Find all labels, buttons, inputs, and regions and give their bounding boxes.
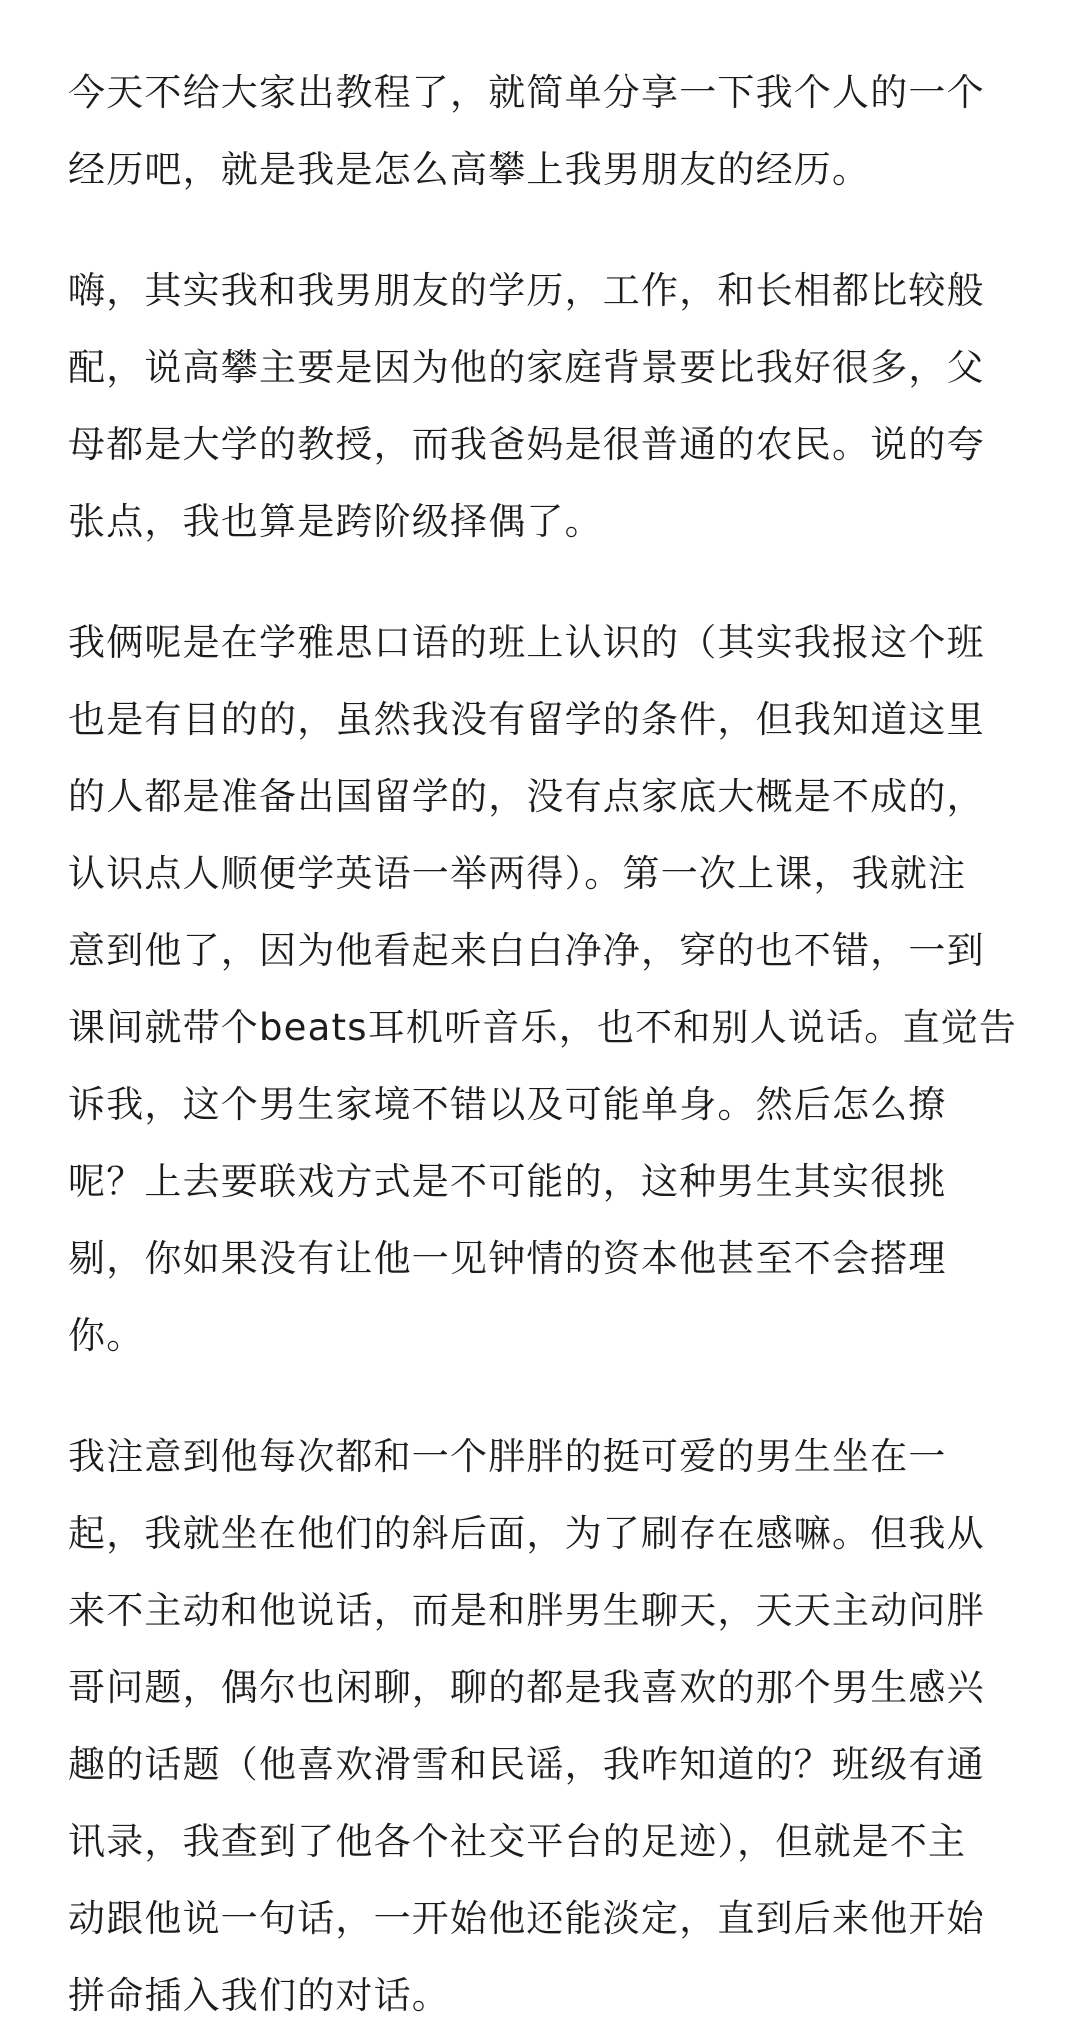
- paragraph-gap: [68, 560, 1040, 604]
- text-line: 我俩呢是在学雅思口语的班上认识的（其实我报这个班: [68, 621, 985, 664]
- paragraph-3: [68, 604, 1040, 1374]
- text-line: 动跟他说一句话，一开始他还能淡定，直到后来他开始: [68, 1897, 985, 1940]
- text-line: 配，说高攀主要是因为他的家庭背景要比我好很多，父: [68, 346, 985, 389]
- paragraph-gap: [68, 208, 1040, 252]
- text-line: 我注意到他每次都和一个胖胖的挺可爱的男生坐在一: [68, 1435, 947, 1478]
- text-line: 诉我，这个男生家境不错以及可能单身。然后怎么撩: [68, 1083, 947, 1126]
- text-line: 的人都是准备出国留学的，没有点家底大概是不成的，: [68, 775, 985, 818]
- paragraph-4: [68, 1418, 1040, 2034]
- text-line: 趣的话题（他喜欢滑雪和民谣，我咋知道的？班级有通: [68, 1743, 985, 1786]
- paragraph-2: [68, 252, 1040, 560]
- text-line: 嗨，其实我和我男朋友的学历，工作，和长相都比较般: [68, 269, 985, 312]
- text-line: 课间就带个beats耳机听音乐，也不和别人说话。直觉告: [68, 1006, 1018, 1049]
- text-line: 也是有目的的，虽然我没有留学的条件，但我知道这里: [68, 698, 985, 741]
- text-line: 张点，我也算是跨阶级择偶了。: [68, 500, 603, 543]
- text-line: 母都是大学的教授，而我爸妈是很普通的农民。说的夸: [68, 423, 985, 466]
- text-line: 拼命插入我们的对话。: [68, 1974, 450, 2017]
- paragraph-1: [68, 54, 1040, 208]
- text-line: 呢？上去要联戏方式是不可能的，这种男生其实很挑: [68, 1160, 947, 1203]
- text-line: 意到他了，因为他看起来白白净净，穿的也不错，一到: [68, 929, 985, 972]
- text-line: 经历吧，就是我是怎么高攀上我男朋友的经历。: [68, 148, 871, 191]
- text-line: 哥问题，偶尔也闲聊，聊的都是我喜欢的那个男生感兴: [68, 1666, 985, 1709]
- text-line: 起，我就坐在他们的斜后面，为了刷存在感嘛。但我从: [68, 1512, 985, 1555]
- text-line: 讯录，我查到了他各个社交平台的足迹），但就是不主: [68, 1820, 967, 1863]
- text-line: 来不主动和他说话，而是和胖男生聊天，天天主动问胖: [68, 1589, 985, 1632]
- text-line: 今天不给大家出教程了，就简单分享一下我个人的一个: [68, 71, 985, 114]
- paragraph-gap: [68, 1374, 1040, 1418]
- text-line: 剔，你如果没有让他一见钟情的资本他甚至不会搭理: [68, 1237, 947, 1280]
- text-line: 认识点人顺便学英语一举两得）。第一次上课，我就注: [68, 852, 967, 895]
- text-line: 你。: [68, 1314, 145, 1357]
